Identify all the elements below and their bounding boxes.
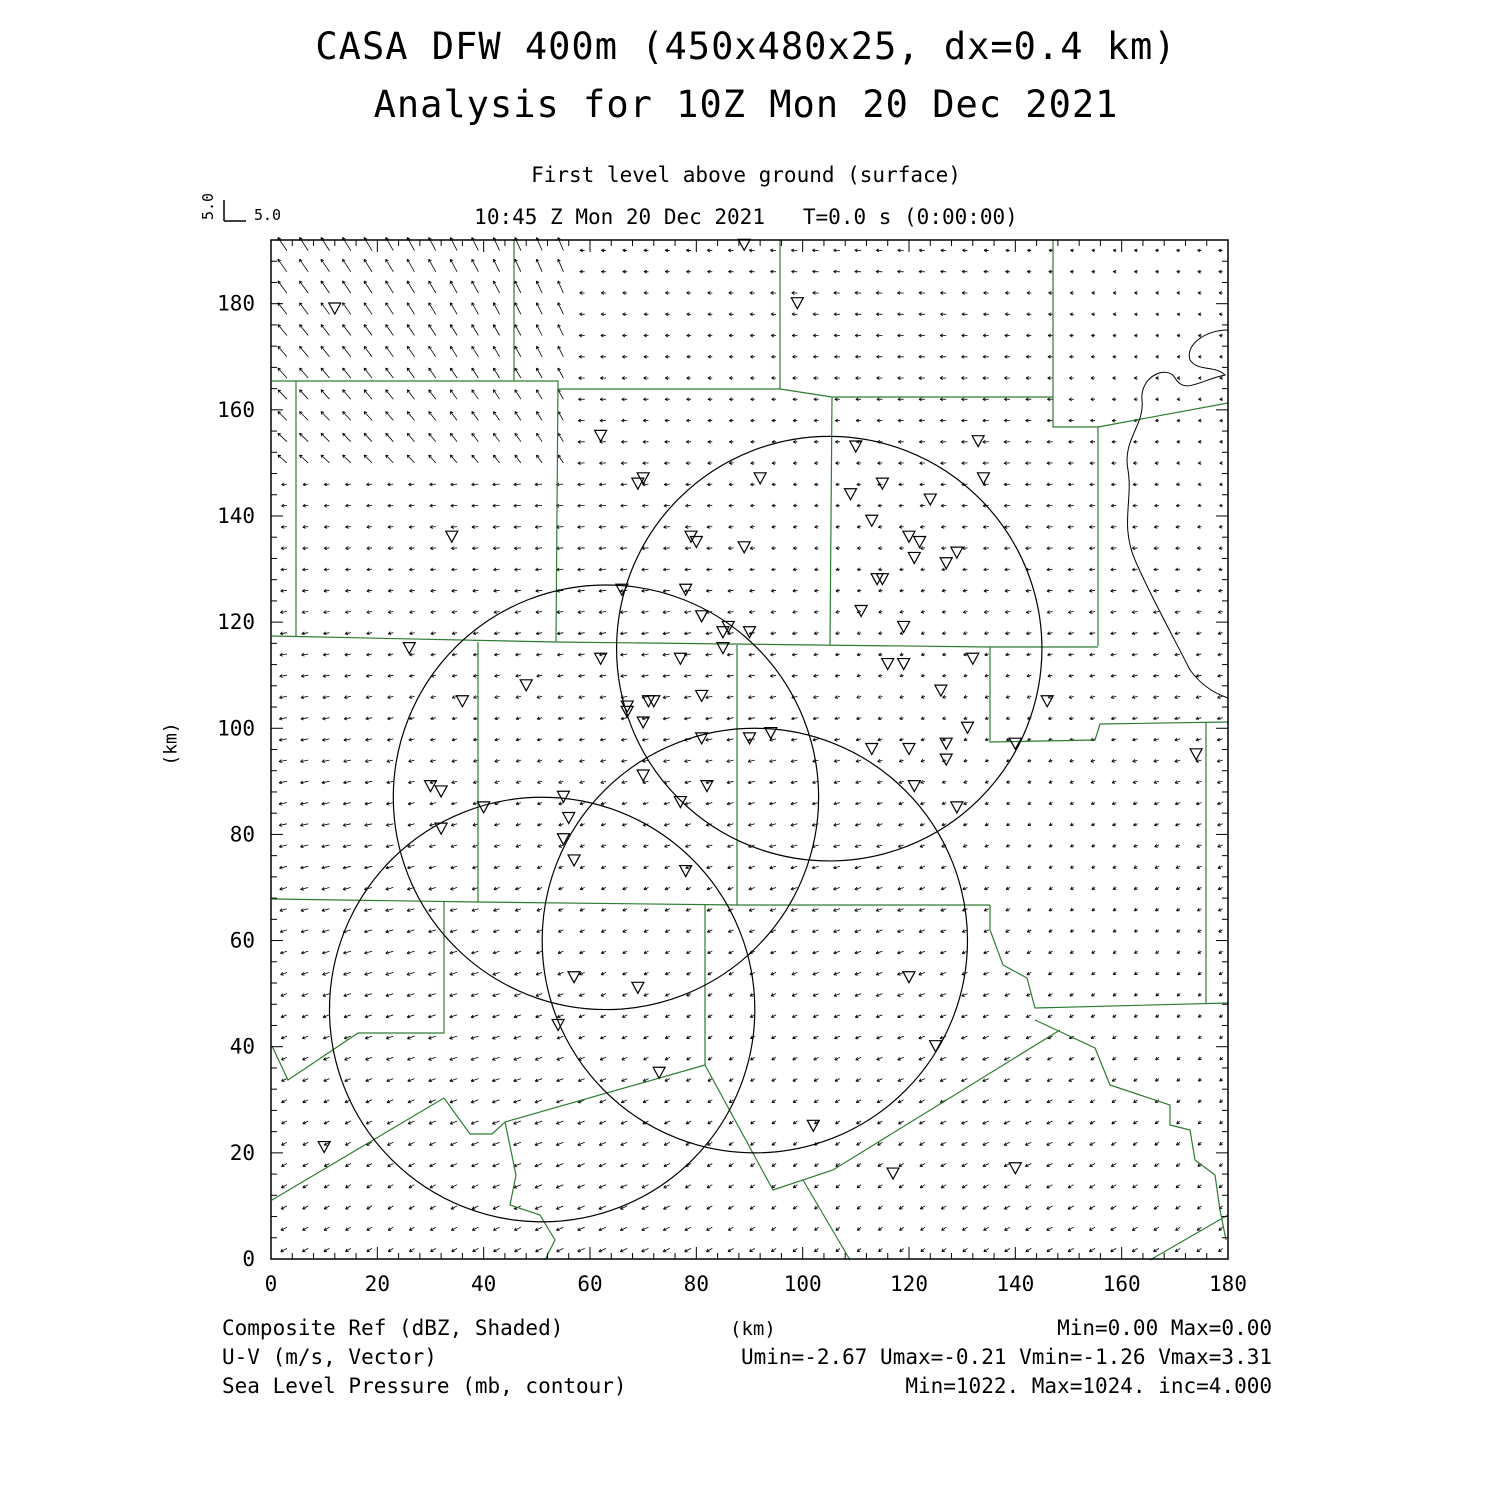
x-tick-label: 120 xyxy=(890,1272,928,1296)
station-marker xyxy=(637,770,649,781)
county-border-line xyxy=(272,899,990,905)
station-marker xyxy=(696,611,708,622)
station-marker xyxy=(866,744,878,755)
station-marker xyxy=(435,786,447,797)
county-border-line xyxy=(558,389,1098,646)
x-tick-label: 0 xyxy=(264,1272,278,1296)
station-marker xyxy=(1009,1163,1021,1174)
x-tick-label: 100 xyxy=(783,1272,822,1296)
time-label: 10:45 Z Mon 20 Dec 2021 T=0.0 s (0:00:00) xyxy=(474,205,1018,229)
x-axis-label: (km) xyxy=(730,1318,776,1340)
station-marker xyxy=(690,537,702,548)
station-marker xyxy=(632,478,644,489)
county-border-line xyxy=(1098,403,1228,427)
station-marker xyxy=(680,866,692,877)
y-tick-label: 20 xyxy=(229,1140,255,1165)
x-tick-label: 140 xyxy=(996,1272,1035,1296)
footer-field2-range: Umin=-2.67 Umax=-0.21 Vmin=-1.26 Vmax=3.31 xyxy=(740,1345,1272,1369)
station-marker xyxy=(855,606,867,617)
x-tick-label: 20 xyxy=(364,1272,390,1296)
county-border-line xyxy=(803,1180,850,1260)
county-border-line xyxy=(1150,1215,1228,1260)
plot-frame xyxy=(271,240,1228,1259)
station-marker xyxy=(903,744,915,755)
station-marker xyxy=(940,558,952,569)
station-marker xyxy=(568,855,580,866)
y-tick-label: 60 xyxy=(229,928,255,953)
station-marker xyxy=(754,473,766,484)
station-marker xyxy=(903,972,915,983)
station-marker xyxy=(563,812,575,823)
y-tick-label: 100 xyxy=(217,716,255,741)
county-border-line xyxy=(272,1098,444,1200)
x-tick-label: 160 xyxy=(1102,1272,1141,1296)
station-marker xyxy=(935,685,947,696)
station-marker xyxy=(791,298,803,309)
station-marker xyxy=(940,754,952,765)
y-tick-label: 0 xyxy=(242,1247,255,1271)
county-border-line xyxy=(272,381,558,642)
footer-field1-range: Min=0.00 Max=0.00 xyxy=(1057,1316,1272,1340)
station-marker xyxy=(914,537,926,548)
y-tick-label: 120 xyxy=(217,610,255,635)
county-border-line xyxy=(1035,1020,1226,1240)
station-marker xyxy=(882,659,894,670)
footer-field3: Sea Level Pressure (mb, contour) xyxy=(222,1374,627,1398)
station-marker xyxy=(908,552,920,563)
map-subtitle: Analysis for 10Z Mon 20 Dec 2021 xyxy=(373,83,1119,126)
station-marker xyxy=(876,478,888,489)
station-marker xyxy=(446,531,458,542)
lake-outline xyxy=(1127,330,1228,698)
station-marker xyxy=(951,802,963,813)
station-marker xyxy=(403,643,415,654)
vector-key-v-label: 5.0 xyxy=(199,192,217,220)
station-marker xyxy=(898,659,910,670)
county-border-line xyxy=(505,1122,555,1260)
station-marker xyxy=(887,1168,899,1179)
station-marker xyxy=(557,791,569,802)
station-marker xyxy=(1041,696,1053,707)
station-marker xyxy=(898,621,910,632)
station-marker xyxy=(696,690,708,701)
level-label: First level above ground (surface) xyxy=(531,163,961,187)
footer-field3-range: Min=1022. Max=1024. inc=4.000 xyxy=(905,1374,1272,1398)
station-marker xyxy=(850,441,862,452)
station-marker xyxy=(908,781,920,792)
station-marker xyxy=(738,239,750,250)
x-tick-label: 80 xyxy=(683,1272,709,1296)
x-tick-label: 180 xyxy=(1209,1272,1247,1296)
y-tick-label: 40 xyxy=(229,1034,255,1059)
station-marker xyxy=(329,303,341,314)
range-ring-1 xyxy=(329,797,754,1222)
county-border-line xyxy=(990,905,1228,1008)
station-marker xyxy=(845,489,857,500)
county-border-line xyxy=(272,636,1098,647)
station-marker xyxy=(940,738,952,749)
station-marker xyxy=(967,653,979,664)
station-marker xyxy=(595,430,607,441)
station-marker xyxy=(1190,749,1202,760)
station-marker xyxy=(478,802,490,813)
map-title: CASA DFW 400m (450x480x25, dx=0.4 km) xyxy=(315,25,1177,68)
footer-field1: Composite Ref (dBZ, Shaded) xyxy=(222,1316,564,1340)
station-marker xyxy=(961,722,973,733)
x-tick-label: 60 xyxy=(577,1272,603,1296)
station-marker xyxy=(520,680,532,691)
range-rings xyxy=(329,436,1041,1221)
vector-key xyxy=(199,193,281,224)
station-marker xyxy=(866,515,878,526)
station-marker xyxy=(632,982,644,993)
y-axis-label: (km) xyxy=(160,722,182,766)
station-marker xyxy=(738,542,750,553)
station-marker xyxy=(972,436,984,447)
y-tick-label: 80 xyxy=(229,822,255,847)
range-ring-4 xyxy=(617,436,1042,861)
y-tick-label: 140 xyxy=(217,503,255,528)
county-borders xyxy=(272,240,1228,1260)
station-marker xyxy=(456,696,468,707)
station-marker xyxy=(924,494,936,505)
county-border-line xyxy=(830,397,832,645)
y-tick-label: 180 xyxy=(217,291,255,316)
county-border-line xyxy=(705,905,1060,1190)
footer-field2: U-V (m/s, Vector) xyxy=(222,1345,437,1369)
station-marker xyxy=(977,473,989,484)
station-marker xyxy=(568,972,580,983)
station-marker xyxy=(744,733,756,744)
station-marker xyxy=(680,584,692,595)
vector-key-u-label: 5.0 xyxy=(254,206,282,224)
y-tick-label: 160 xyxy=(217,397,255,422)
station-marker xyxy=(717,627,729,638)
x-tick-label: 40 xyxy=(471,1272,497,1296)
station-marker xyxy=(951,547,963,558)
range-ring-2 xyxy=(393,585,818,1010)
station-marker xyxy=(674,797,686,808)
county-border-line xyxy=(272,902,444,1080)
county-border-line xyxy=(990,647,1228,742)
range-ring-3 xyxy=(542,728,967,1153)
